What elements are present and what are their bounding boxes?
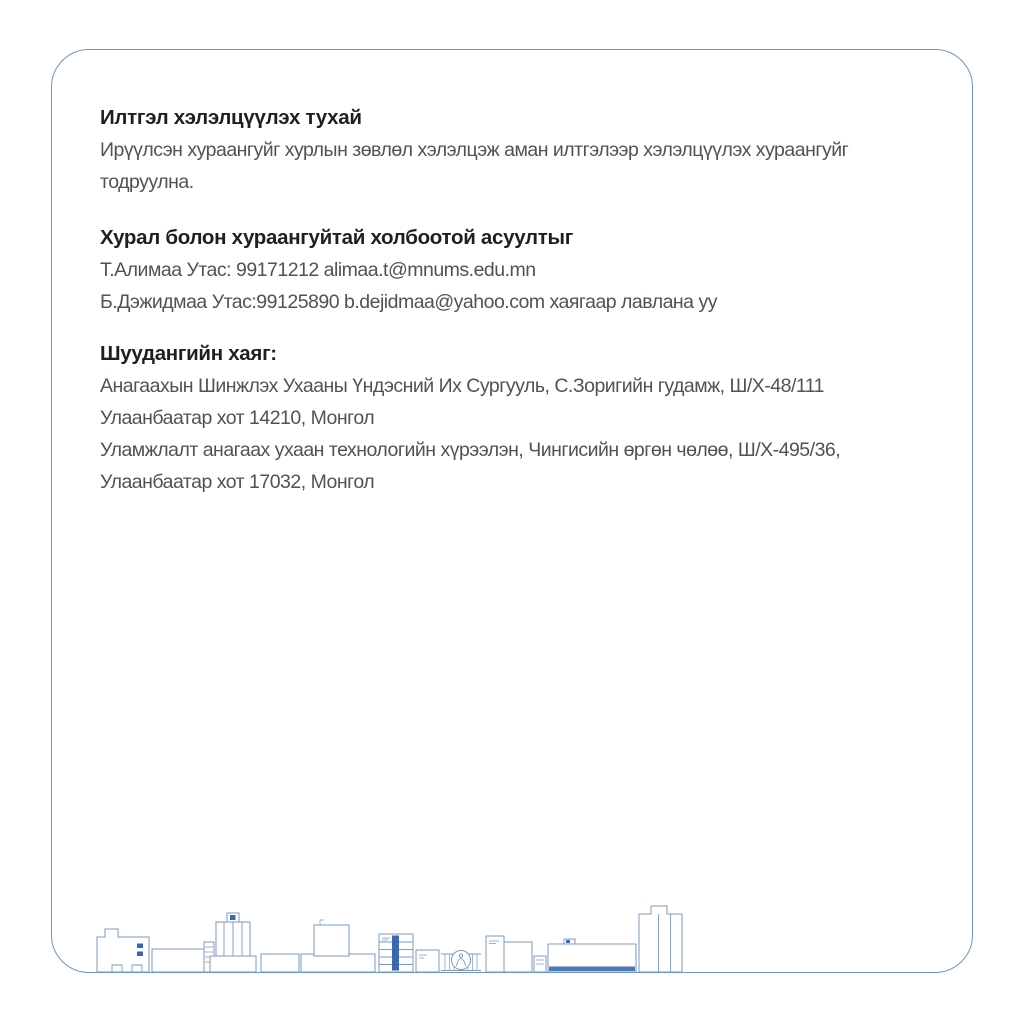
monument-emblem <box>441 951 481 971</box>
section-contact-info <box>100 222 932 318</box>
address-line: Улаанбаатар хот 14210, Монгол <box>100 407 375 429</box>
text-line: тодруулна. <box>100 171 194 193</box>
section-postal-address <box>100 338 932 498</box>
building-plain-low <box>416 950 439 972</box>
building-low-strip <box>261 954 299 972</box>
address-line: Анагаахын Шинжлэх Ухааны Үндэсний Их Сургууль, С.Зоригийн гудамж, Ш/Х-48/111 <box>100 375 825 397</box>
skyline-svg <box>96 892 686 972</box>
building-blue-strip <box>379 934 413 972</box>
building-window-grid <box>504 942 532 972</box>
section-heading: Шуудангийн хаяг: <box>100 342 277 365</box>
address-line: Улаанбаатар хот 17032, Монгол <box>100 471 375 493</box>
building-white-slab <box>486 936 504 972</box>
document-content <box>100 102 932 498</box>
building-grid-slab <box>301 920 375 972</box>
document-card <box>51 49 973 973</box>
building-connector <box>534 956 546 972</box>
contact-line: Б.Дэжидмаа Утас:99125890 b.dejidmaa@yahoo.com хаягаар лавлана уу <box>100 291 717 313</box>
building-university-tower <box>210 913 256 972</box>
building-low-rows <box>152 949 204 972</box>
building-stepped-left <box>97 929 149 972</box>
section-heading: Хурал болон хураангуйтай холбоотой асуултыг <box>100 226 573 249</box>
section-heading: Илтгэл хэлэлцүүлэх тухай <box>100 106 362 129</box>
building-dense-blue <box>548 939 636 972</box>
section-report-discussion <box>100 102 932 198</box>
building-tall-tower <box>639 906 682 972</box>
city-skyline-illustration <box>96 892 686 972</box>
text-line: Ирүүлсэн хураангуйг хурлын зөвлөл хэлэлцэж аман илтгэлээр хэлэлцүүлэх хураангуйг <box>100 139 849 161</box>
contact-line: Т.Алимаа Утас: 99171212 alimaa.t@mnums.edu.mn <box>100 259 536 281</box>
address-line: Уламжлалт анагаах ухаан технологийн хүрээлэн, Чингисийн өргөн чөлөө, Ш/Х-495/36, <box>100 439 841 461</box>
